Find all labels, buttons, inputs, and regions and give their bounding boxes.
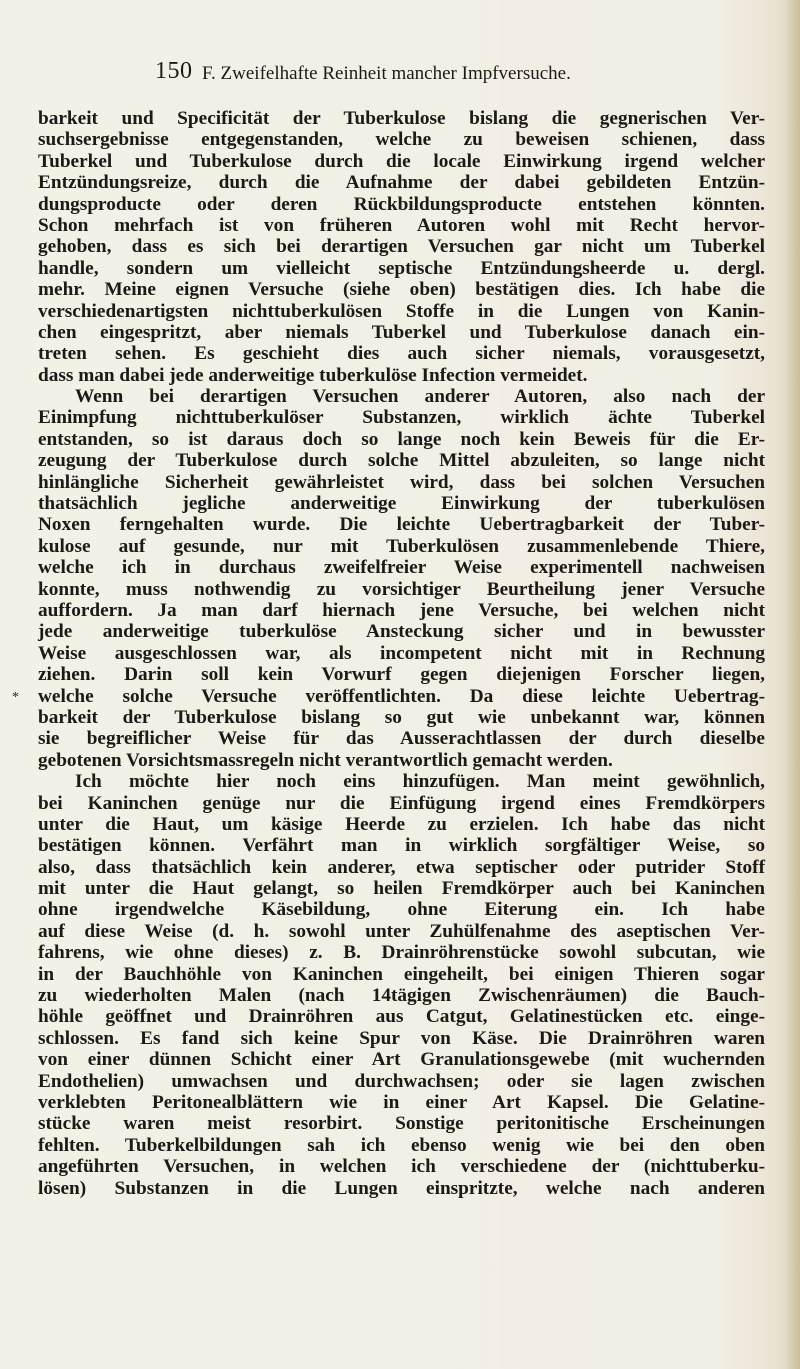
text-line: konnte, muss nothwendig zu vorsichtiger Beurtheilung jener Versuche (38, 578, 765, 600)
text-line: Weise ausgeschlossen war, als incompetent nicht mit in Rechnung (38, 642, 765, 664)
text-line: von einer dünnen Schicht einer Art Granulationsgewebe (mit wuchernden (38, 1049, 765, 1071)
running-head: F. Zweifelhafte Reinheit mancher Impfversuche. (202, 63, 571, 84)
text-line: bei Kaninchen genüge nur die Einfügung irgend eines Fremdkörpers (38, 792, 765, 814)
margin-mark: * (12, 690, 19, 705)
text-line: chen eingespritzt, aber niemals Tuberkel und Tuberkulose danach ein- (38, 321, 765, 343)
text-line: gebotenen Vorsichtsmassregeln nicht verantwortlich gemacht werden. (38, 749, 613, 771)
text-line: treten sehen. Es geschieht dies auch sicher niemals, vorausgesetzt, (38, 343, 765, 365)
text-line: dungsproducte oder deren Rückbildungsproducte entstehen könnten. (38, 193, 765, 215)
text-line: suchsergebnisse entgegenstanden, welche zu beweisen schienen, dass (38, 129, 765, 151)
text-line: welche ich in durchaus zweifelfreier Weise experimentell nachweisen (38, 557, 765, 579)
text-line: Wenn bei derartigen Versuchen anderer Autoren, also nach der (75, 386, 765, 408)
text-line: Endothelien) umwachsen und durchwachsen; oder sie lagen zwischen (38, 1070, 765, 1092)
text-line: schlossen. Es fand sich keine Spur von Käse. Die Drainröhren waren (38, 1027, 765, 1049)
text-line (38, 1199, 765, 1220)
text-line: stücke waren meist resorbirt. Sonstige peritonitische Erscheinungen (38, 1113, 765, 1135)
text-line: unter die Haut, um käsige Heerde zu erzielen. Ich habe das nicht (38, 813, 765, 835)
text-line: Schon mehrfach ist von früheren Autoren wohl mit Recht hervor- (38, 214, 765, 236)
text-line: barkeit der Tuberkulose bislang so gut wie unbekannt war, können (38, 706, 765, 728)
text-line: mehr. Meine eignen Versuche (siehe oben) bestätigen dies. Ich habe die (38, 279, 765, 301)
page-number: 150 (155, 58, 193, 84)
text-line: entstanden, so ist daraus doch so lange noch kein Beweis für die Er- (38, 428, 765, 450)
text-line: angeführten Versuchen, in welchen ich verschiedene der (nichttuberku- (38, 1156, 765, 1178)
body-text (38, 108, 765, 1220)
text-line: Ich möchte hier noch eins hinzufügen. Man meint gewöhnlich, (75, 771, 765, 793)
text-line: verschiedenartigsten nichttuberkulösen Stoffe in die Lungen von Kanin- (38, 300, 765, 322)
text-line: zeugung der Tuberkulose durch solche Mittel abzuleiten, so lange nicht (38, 450, 765, 472)
text-line: auffordern. Ja man darf hiernach jene Versuche, bei welchen nicht (38, 599, 765, 621)
text-line: ziehen. Darin soll kein Vorwurf gegen diejenigen Forscher liegen, (38, 664, 765, 686)
text-line: höhle geöffnet und Drainröhren aus Catgut, Gelatinestücken etc. einge- (38, 1006, 765, 1028)
text-line: lösen) Substanzen in die Lungen einspritzte, welche nach anderen (38, 1177, 765, 1199)
text-line: verklebten Peritonealblättern wie in einer Art Kapsel. Die Gelatine- (38, 1091, 765, 1113)
text-line: ohne irgendwelche Käsebildung, ohne Eiterung ein. Ich habe (38, 899, 765, 921)
text-line: Noxen ferngehalten wurde. Die leichte Uebertragbarkeit der Tuber- (38, 514, 765, 536)
text-line: jede anderweitige tuberkulöse Ansteckung sicher und in bewusster (38, 621, 765, 643)
text-line: also, dass thatsächlich kein anderer, etwa septischer oder putrider Stoff (38, 856, 765, 878)
text-line: zu wiederholten Malen (nach 14tägigen Zwischenräumen) die Bauch- (38, 985, 765, 1007)
text-line: gehoben, dass es sich bei derartigen Versuchen gar nicht um Tuberkel (38, 236, 765, 258)
text-line: Entzündungsreize, durch die Aufnahme der dabei gebildeten Entzün- (38, 172, 765, 194)
text-line: welche solche Versuche veröffentlichten. Da diese leichte Uebertrag- (38, 685, 765, 707)
text-line: Tuberkel und Tuberkulose durch die locale Einwirkung irgend welcher (38, 150, 765, 172)
text-line: fehlten. Tuberkelbildungen sah ich ebenso wenig wie bei den oben (38, 1134, 765, 1156)
text-line: sie begreiflicher Weise für das Ausserachtlassen der durch dieselbe (38, 728, 765, 750)
text-line: thatsächlich jegliche anderweitige Einwirkung der tuberkulösen (38, 493, 765, 515)
page-edge-shadow (786, 0, 800, 1369)
text-line: barkeit und Specificität der Tuberkulose bislang die gegnerischen Ver- (38, 108, 765, 129)
text-line: kulose auf gesunde, nur mit Tuberkulösen zusammenlebende Thiere, (38, 535, 765, 557)
text-line: auf diese Weise (d. h. sowohl unter Zuhülfenahme des aseptischen Ver- (38, 920, 765, 942)
text-line: dass man dabei jede anderweitige tuberkulöse Infection vermeidet. (38, 364, 588, 386)
text-line: mit unter die Haut gelangt, so heilen Fremdkörper auch bei Kaninchen (38, 878, 765, 900)
text-line: fahrens, wie ohne dieses) z. B. Drainröhrenstücke sowohl subcutan, wie (38, 942, 765, 964)
page-header (155, 58, 765, 88)
text-line: Einimpfung nichttuberkulöser Substanzen, wirklich ächte Tuberkel (38, 407, 765, 429)
text-line: in der Bauchhöhle von Kaninchen eingeheilt, bei einigen Thieren sogar (38, 963, 765, 985)
text-line: handle, sondern um vielleicht septische Entzündungsheerde u. dergl. (38, 257, 765, 279)
text-line: hinlängliche Sicherheit gewährleistet wird, dass bei solchen Versuchen (38, 471, 765, 493)
text-line: bestätigen können. Verfährt man in wirklich sorgfältiger Weise, so (38, 835, 765, 857)
